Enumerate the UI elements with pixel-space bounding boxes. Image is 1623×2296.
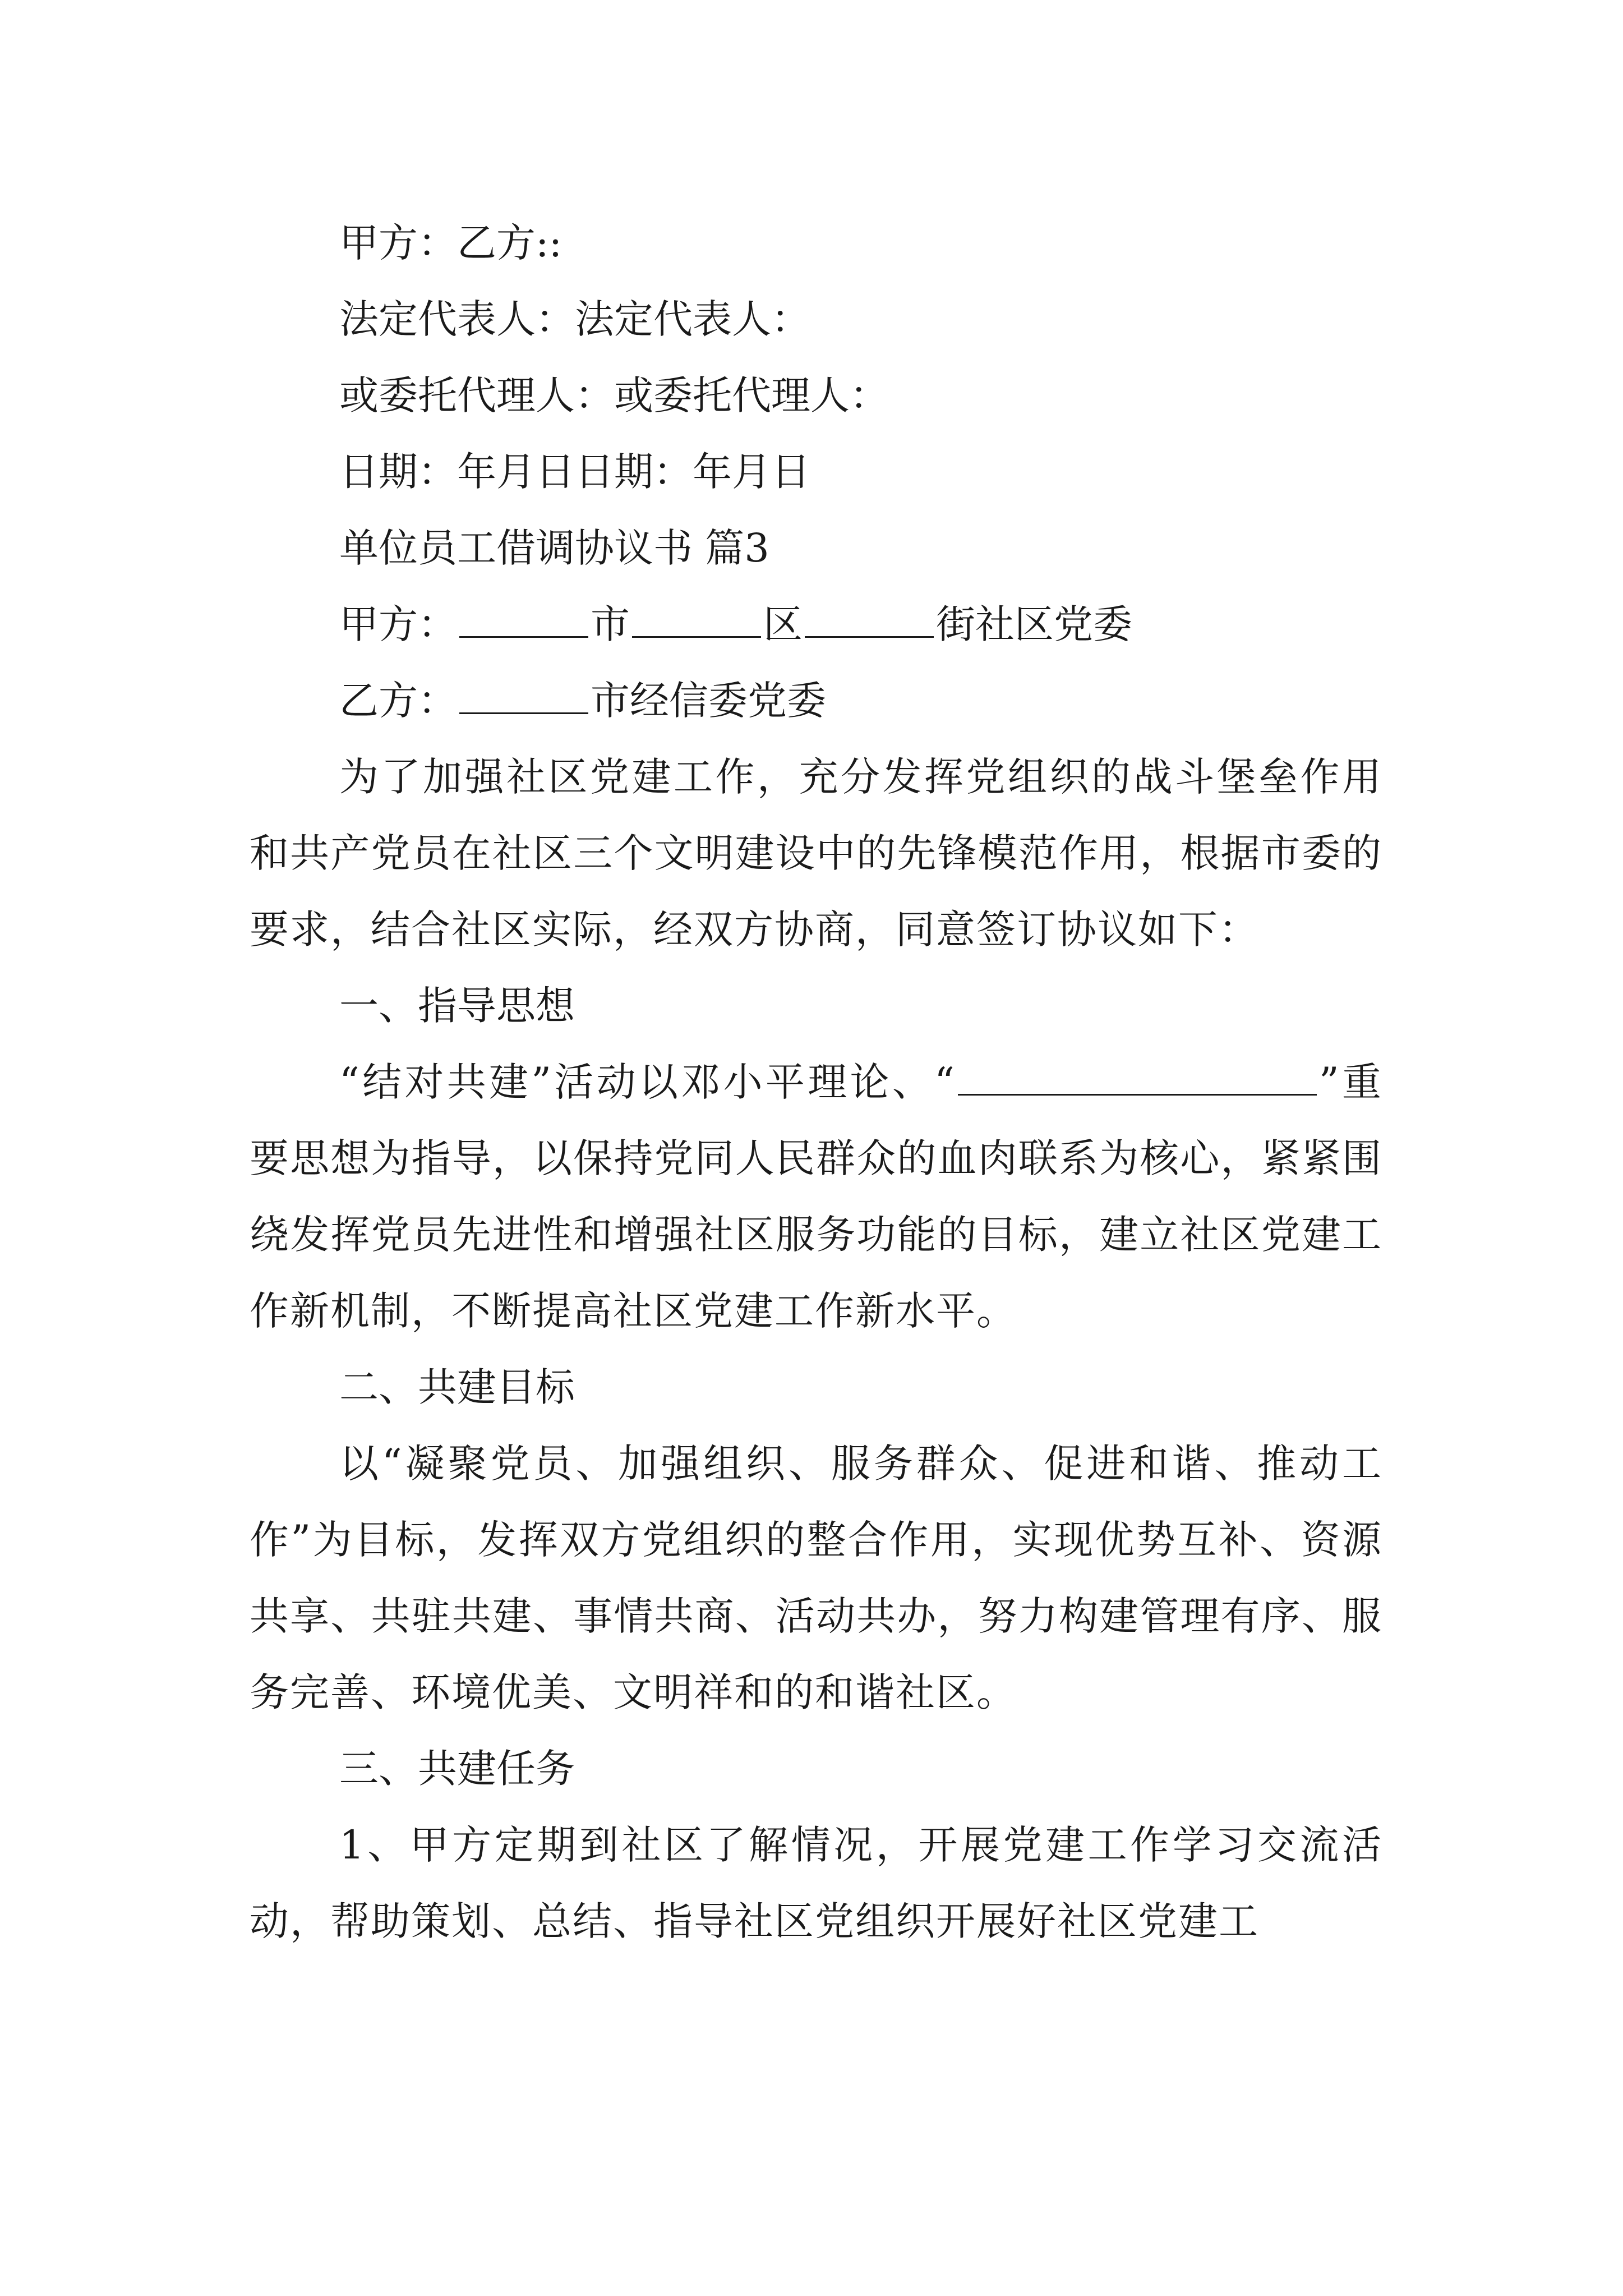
heading-guiding-ideology: 一、指导思想	[339, 983, 575, 1029]
heading-joint-tasks: 三、共建任务	[339, 1746, 575, 1792]
p1-end: ”重要思想为指导，以保持党同人民群众的血肉联系为核心，紧紧围绕发挥党员先进性和增强社区服务功能的目标，建立社区党建工作新机制，不断提高社区党建工作新水平。	[250, 1059, 1382, 1334]
legal-representative-line: 法定代表人：法定代表人：	[339, 296, 810, 342]
guiding-ideology-paragraph	[250, 1044, 1382, 1349]
party-a-tail: 街社区党委	[936, 601, 1132, 647]
blank-field	[632, 597, 761, 638]
party-a-district: 区	[763, 601, 803, 647]
blank-field	[459, 673, 588, 714]
party-b-tail: 市经信委党委	[591, 678, 826, 724]
heading-joint-goals: 二、共建目标	[339, 1364, 575, 1410]
section-title: 单位员工借调协议书 篇3	[339, 525, 769, 571]
blank-field	[958, 1055, 1317, 1096]
party-b-label: 乙方：	[339, 678, 457, 724]
party-a-line	[250, 586, 1382, 662]
party-a-label: 甲方：	[339, 601, 457, 647]
party-a-city: 市	[591, 601, 630, 647]
party-b-line	[250, 662, 1382, 739]
party-a-b-line: 甲方：乙方::	[339, 220, 562, 266]
p1-start: “结对共建”活动以邓小平理论、“	[339, 1059, 956, 1105]
joint-tasks-paragraph: 1、甲方定期到社区了解情况，开展党建工作学习交流活动，帮助策划、总结、指导社区党组织开展好社区党建工	[250, 1822, 1382, 1944]
intro-paragraph: 为了加强社区党建工作，充分发挥党组织的战斗堡垒作用和共产党员在社区三个文明建设中的先锋模范作用，根据市委的要求，结合社区实际，经双方协商，同意签订协议如下：	[250, 754, 1382, 953]
document-body	[250, 205, 1382, 1959]
joint-goals-paragraph: 以“凝聚党员、加强组织、服务群众、促进和谐、推动工作”为目标，发挥双方党组织的整合作用，实现优势互补、资源共享、共驻共建、事情共商、活动共办，努力构建管理有序、服务完善、环境优美、文明祥和的和谐社区。	[250, 1441, 1382, 1715]
blank-field	[805, 597, 934, 638]
date-line: 日期：年月日日期：年月日	[339, 449, 810, 495]
blank-field	[459, 597, 588, 638]
agent-line: 或委托代理人：或委托代理人：	[339, 372, 889, 418]
